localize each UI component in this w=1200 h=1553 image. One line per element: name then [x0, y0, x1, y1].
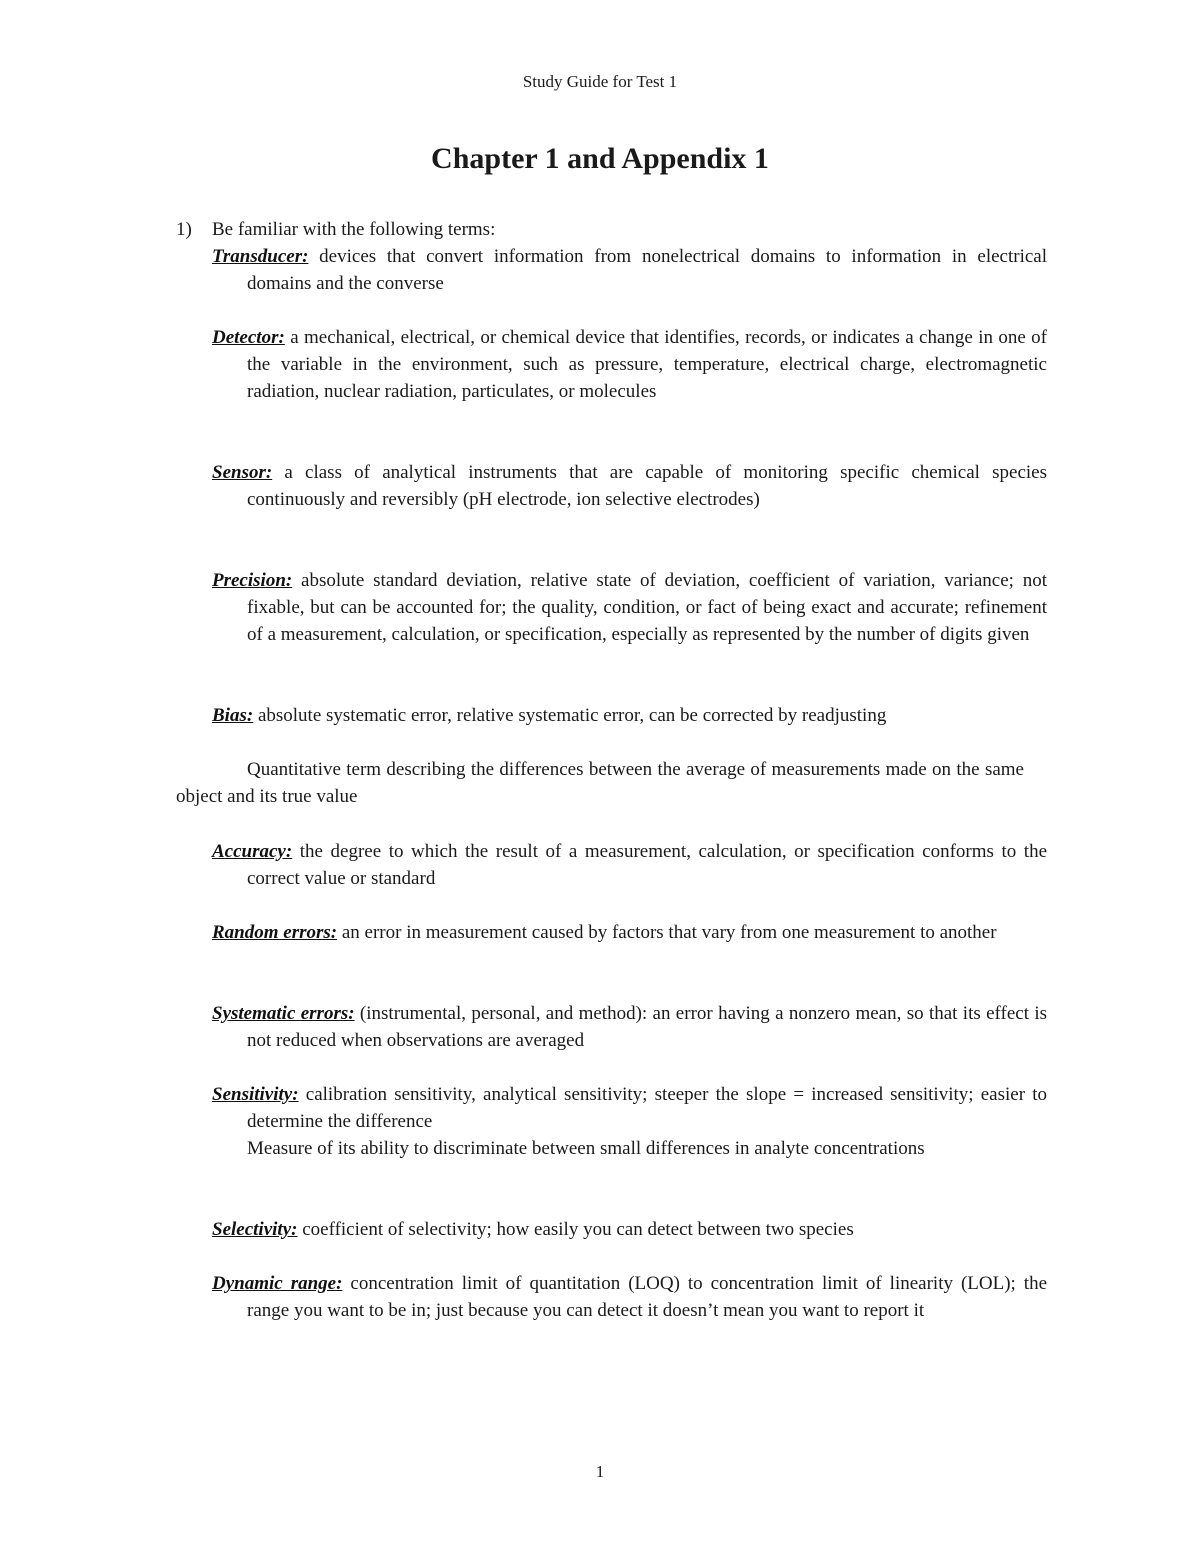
term-label: Detector:	[212, 327, 285, 348]
term-label: Precision:	[212, 570, 293, 591]
running-header: Study Guide for Test 1	[522, 72, 678, 91]
term-entry-random-errors	[212, 919, 1047, 946]
question-number: 1)	[176, 219, 192, 240]
term-definition: (instrumental, personal, and method): an error having a nonzero mean, so that its effect is not reduced when observations are averaged	[247, 1003, 1048, 1051]
term-entry-selectivity	[212, 1216, 1047, 1243]
term-label: Dynamic range:	[212, 1273, 343, 1294]
term-definition: an error in measurement caused by factors that vary from one measurement to another	[341, 922, 997, 943]
term-entry-dynamic-range	[212, 1270, 1047, 1324]
term-label: Sensitivity:	[212, 1084, 299, 1105]
term-label: Random errors:	[212, 922, 338, 943]
term-definition: the degree to which the result of a measurement, calculation, or specification conforms to the correct value or standard	[247, 841, 1047, 889]
chapter-title: Chapter 1 and Appendix 1	[431, 142, 769, 175]
term-label: Transducer:	[212, 246, 309, 267]
term-definition: absolute systematic error, relative systematic error, can be corrected by readjusting	[257, 705, 887, 726]
term-entry-precision	[212, 567, 1047, 648]
question-text: Be familiar with the following terms:	[212, 219, 496, 240]
term-label: Selectivity:	[212, 1219, 298, 1240]
term-entry-transducer	[212, 243, 1047, 297]
term-definition: concentration limit of quantitation (LOQ) to concentration limit of linearity (LOL); the range you want to be in; just because you can detect it doesn’t mean you want to report it	[247, 1273, 1048, 1321]
term-label: Sensor:	[212, 462, 273, 483]
term-entry-sensor	[212, 459, 1047, 513]
term-entry-sensitivity	[212, 1081, 1047, 1162]
term-entry-accuracy	[212, 838, 1047, 892]
term-definition: devices that convert information from nonelectrical domains to information in electrical domains and the converse	[247, 246, 1048, 294]
term-entry-systematic-errors	[212, 1000, 1047, 1054]
question-item	[176, 216, 1026, 243]
term-definition: absolute standard deviation, relative state of deviation, coefficient of variation, variance; not fixable, but can be accounted for; the quality, condition, or fact of being exact and accurate; refinement of a measurement, calculation, or specification, especially as represented by the number of digits given	[247, 570, 1047, 645]
term-definition: a class of analytical instruments that are capable of monitoring specific chemical species continuously and reversibly (pH electrode, ion selective electrodes)	[247, 462, 1047, 510]
bias-extra-note: Quantitative term describing the differences between the average of measurements made on the same object and its true value	[176, 759, 1024, 807]
term-label: Systematic errors:	[212, 1003, 355, 1024]
sensitivity-extra-note: Measure of its ability to discriminate between small differences in analyte concentrations	[247, 1138, 925, 1159]
term-entry-bias	[212, 702, 1047, 729]
term-label: Bias:	[212, 705, 254, 726]
page-number: 1	[595, 1462, 605, 1481]
term-definition: a mechanical, electrical, or chemical device that identifies, records, or indicates a change in one of the variable in the environment, such as pressure, temperature, electrical charge, electromagnetic radiation, nuclear radiation, particulates, or molecules	[247, 327, 1047, 402]
term-definition: calibration sensitivity, analytical sensitivity; steeper the slope = increased sensitivity; easier to determine the difference	[247, 1084, 1048, 1132]
term-definition: coefficient of selectivity; how easily you can detect between two species	[302, 1219, 854, 1240]
term-label: Accuracy:	[212, 841, 293, 862]
term-entry-detector	[212, 324, 1047, 405]
